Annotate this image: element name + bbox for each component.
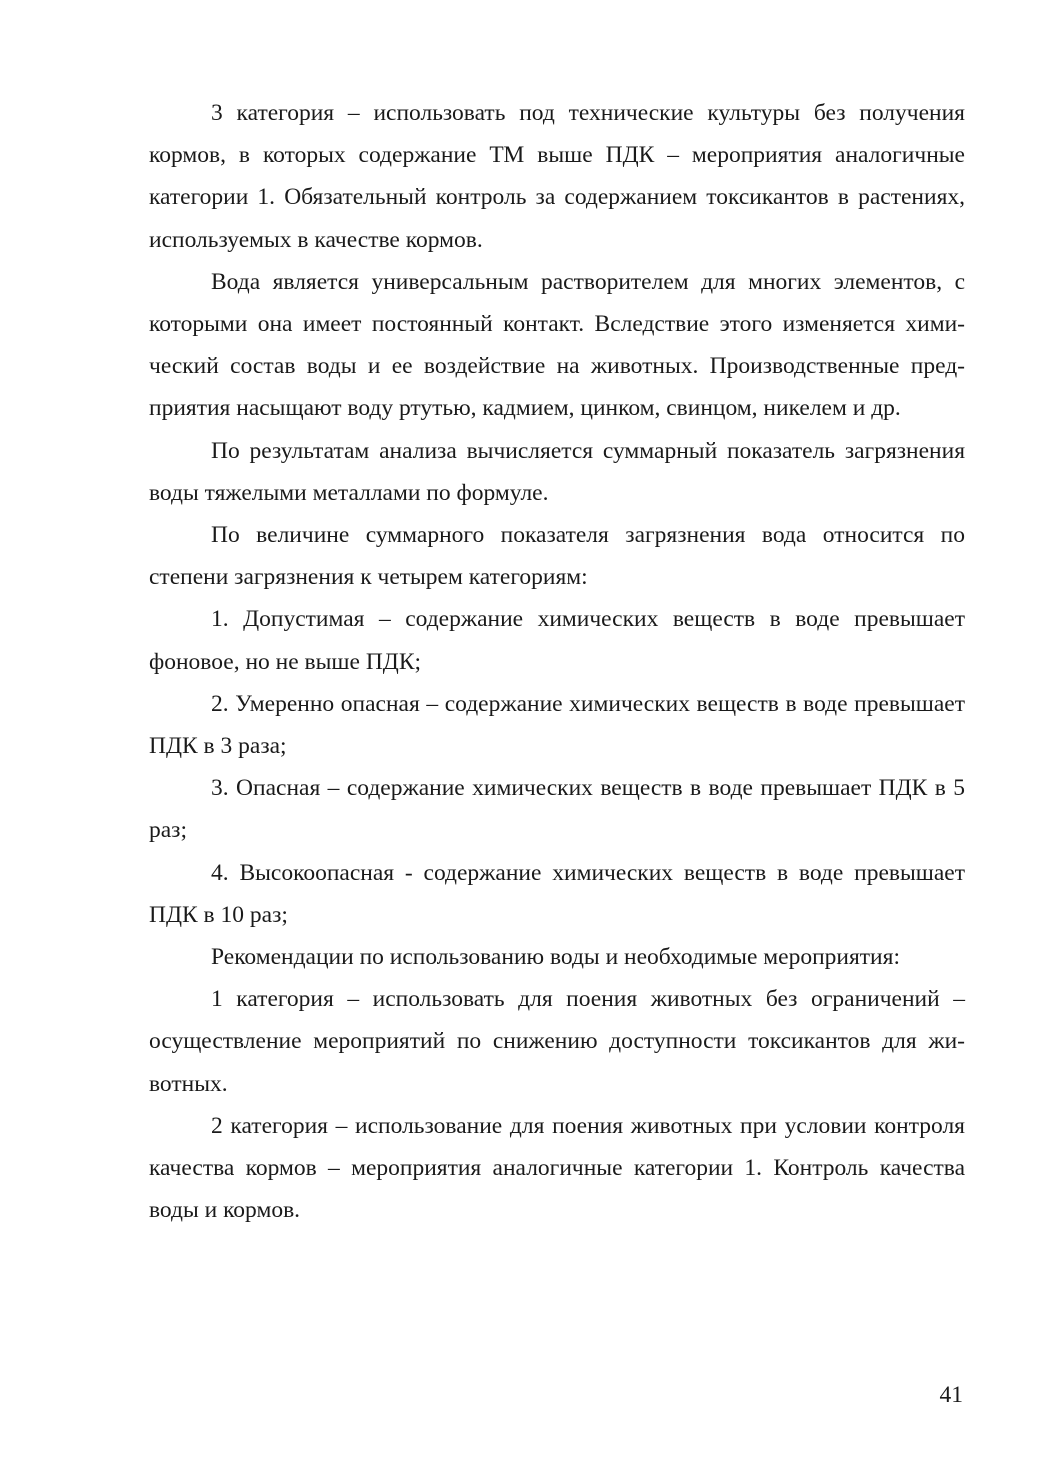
list-item-highly-dangerous: 4. Высокоопасная - содержание химических веществ в воде превышает ПДК в 10 раз;	[149, 859, 965, 928]
page-body	[149, 92, 965, 1231]
paragraph-analysis-results: По результатам анализа вычисляется суммарный показатель загрязнения воды тяжелыми металлами по формуле.	[149, 437, 965, 506]
list-item-dangerous: 3. Опасная – содержание химических веществ в воде превышает ПДК в 5 раз;	[149, 775, 965, 844]
list-item-acceptable: 1. Допустимая – содержание химических веществ в воде превышает фоновое, но не выше ПДК;	[149, 606, 965, 675]
list-item-moderately-dangerous: 2. Умеренно опасная – содержание химических веществ в воде превышает ПДК в 3 раза;	[149, 690, 965, 760]
paragraph-pollution-categories-intro: По величине суммарного показателя загрязнения вода относится по степени загрязнения к четырем категориям:	[149, 522, 965, 591]
page-number: 41	[939, 1382, 963, 1408]
paragraph-category-3-land: 3 категория – использовать под технические культуры без получения кормов, в которых содержание ТМ выше ПДК – мероприятия аналогичные категории 1. Обязательный контроль за содержанием токсикантов в растениях, используемых в качестве кормов.	[149, 100, 965, 253]
paragraph-recommendations-heading: Рекомендации по использованию воды и необходимые мероприятия:	[211, 944, 900, 971]
paragraph-water-category-1: 1 категория – использовать для поения животных без ограничений – осуществление мероприятий по снижению доступности токсикантов для животных.	[149, 986, 965, 1097]
paragraph-water-category-2: 2 категория – использование для поения животных при условии контроля качества кормов – мероприятия аналогичные категории 1. Контроль качества воды и кормов.	[149, 1112, 965, 1224]
paragraph-water-solvent: Вода является универсальным растворителем для многих элементов, с которыми она имеет постоянный контакт. Вследствие этого изменяется химический состав воды и ее воздействие на животных. Производственные предприятия насыщают воду ртутью, кадмием, цинком, свинцом, никелем и др.	[149, 268, 965, 422]
